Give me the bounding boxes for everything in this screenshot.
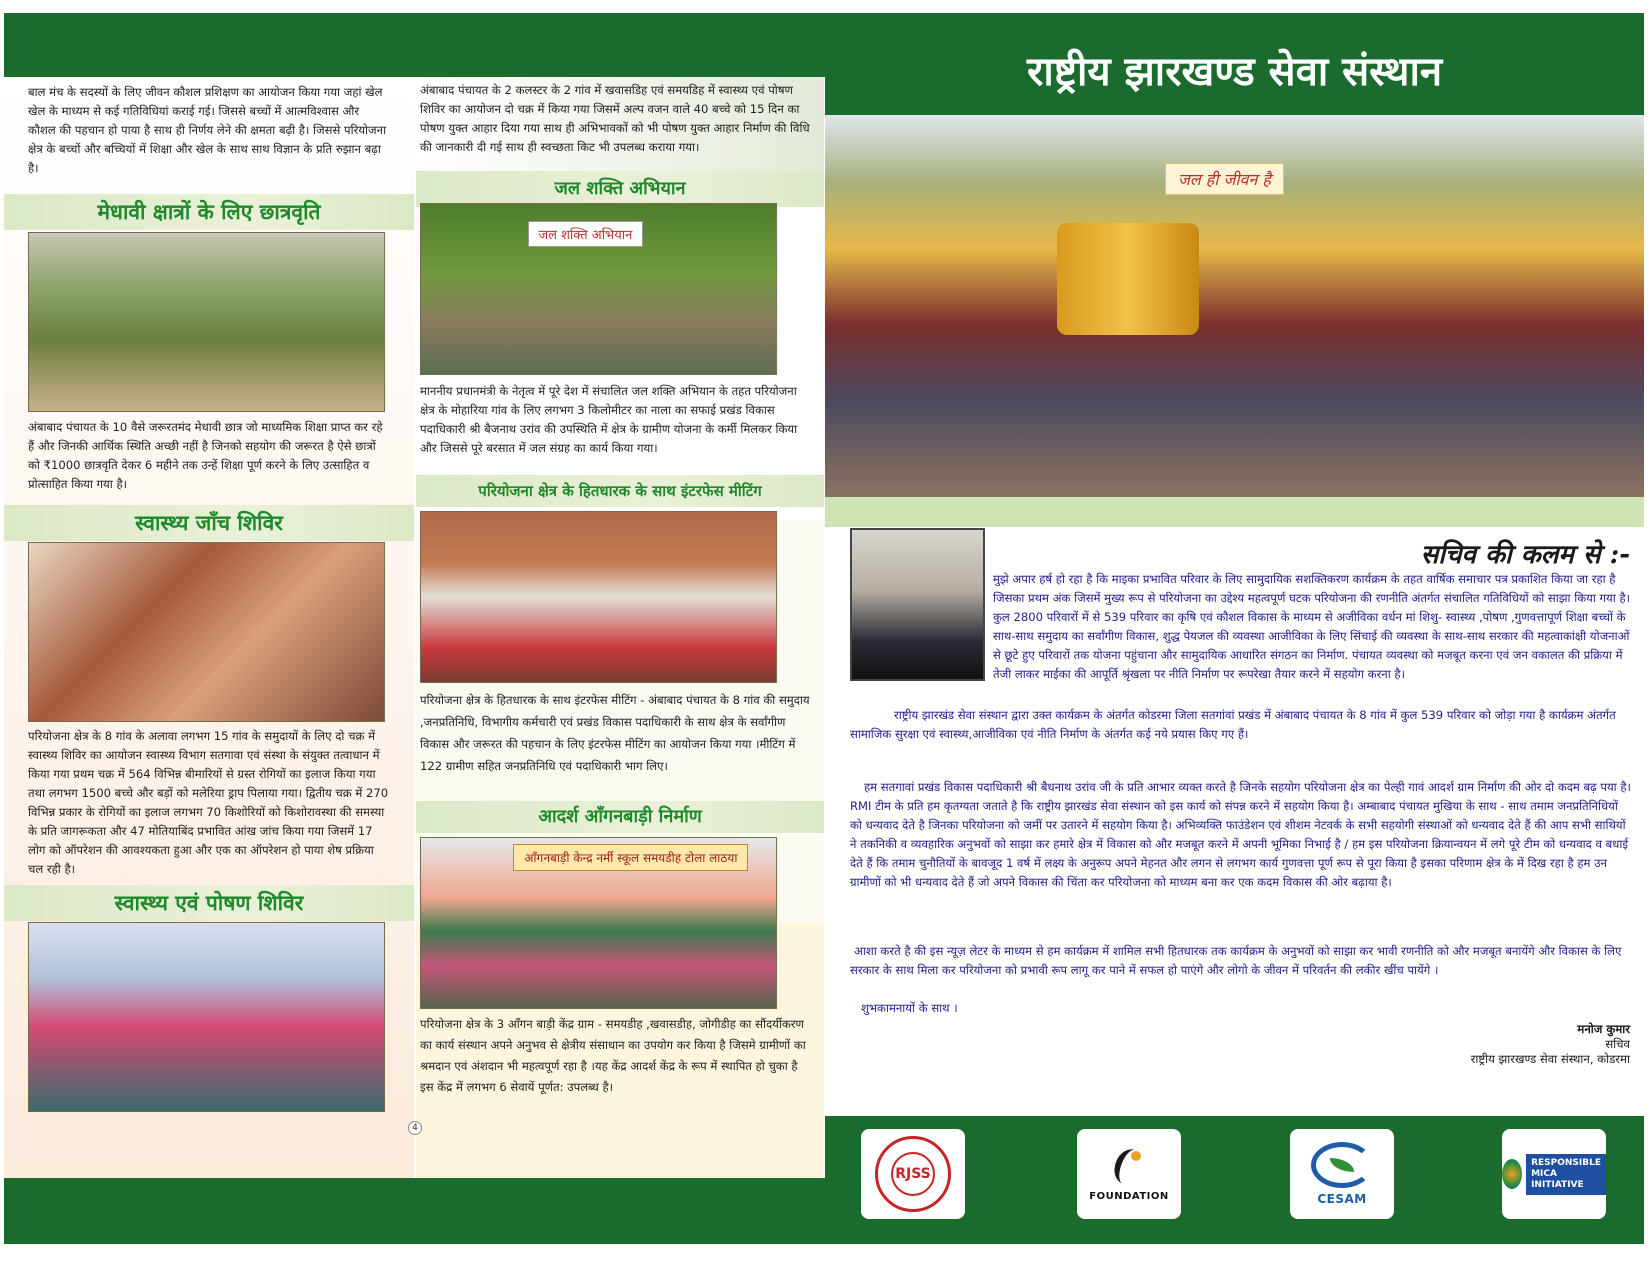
interface-meeting-photo xyxy=(420,511,777,683)
signature-block xyxy=(1365,1022,1630,1067)
scholarship-heading: मेधावी क्षात्रों के लिए छात्रवृति xyxy=(4,194,414,230)
nutrition-intro-paragraph: अंबाबाद पंचायत के 2 कलस्टर के 2 गांव में खवासडिह एवं समयडिह में स्वास्थ्य एवं पोषण शिविर का आयोजन दो चक्र में किया गया जिसमें अल्प वजन वाले 40 बच्चे को 15 दिन का पोषण युक्त आहार दिया गया साथ ही अभिभावकों को भी पोषण युक्त आहार निर्माण की विधि की जानकारी दी गई साथ ही स्वच्छता किट भी उपलब्ध कराया गया। xyxy=(420,83,810,154)
jal-shakti-photo xyxy=(420,203,777,375)
nutrition-camp-photo xyxy=(28,922,385,1112)
bottom-green-band xyxy=(4,1178,1644,1244)
water-tank xyxy=(1057,223,1199,335)
interface-meeting-paragraph: परियोजना क्षेत्र के हितधारक के साथ इंटरफेस मीटिंग - अंबाबाद पंचायत के 8 गांव की समुदाय ,जनप्रतिनिधि, विभागीय कर्मचारी एवं प्रखंड विकास पदाधिकारी के साथ क्षेत्र के सर्वांगीण विकास और जरूरत की पहचान के लिए इंटरफेस मीटिंग का आयोजन किया गया ।मीटिंग में 122 ग्रामीण सहित जनप्रतिनिधि एवं पदाधिकारी भाग लिए। xyxy=(420,693,810,773)
letter-closing: शुभकामनायों के साथ । xyxy=(861,1001,958,1015)
nutrition-camp-heading: स्वास्थ्य एवं पोषण शिविर xyxy=(4,885,414,921)
rjss-logo xyxy=(861,1129,965,1219)
interface-meeting-heading: परियोजना क्षेत्र के हितधारक के साथ इंटरफेस मीटिंग xyxy=(416,475,824,507)
scholarship-paragraph: अंबाबाद पंचायत के 10 वैसे जरूरतमंद मेधावी छात्र जो माध्यमिक शिक्षा प्राप्त कर रहे हैं और जिनकी आर्थिक स्थिति अच्छी नहीं है जिनको सहयोग की जरूरत है ऐसे छात्रों को ₹1000 छात्रवृति देकर 6 महीने तक उन्हें शिक्षा पूर्ण करने के लिए उत्साहित व प्रोत्साहित किया गया है। xyxy=(28,420,383,491)
rmi-logo xyxy=(1502,1129,1606,1219)
divider-strip xyxy=(825,497,1644,527)
abhivyakti-foundation-logo xyxy=(1077,1129,1181,1219)
letter-paragraph-3: हम सतगावां प्रखंड विकास पदाधिकारी श्री बैधनाथ उरांव जी के प्रति आभार व्यक्त करते है जिनके सहयोग परियोजना क्षेत्र का पेल्ही गावं आदर्श ग्राम निर्माण की ओर दो कदम बढ़ पया है। RMI टीम के प्रति हम कृतग्यता जताते है कि राष्ट्रीय झारखंड सेवा संस्थान को इस कार्य को संपन्न करने में सहयोग किया है। अम्बाबाद पंचायत मुखिया के साथ - साथ तमाम जनप्रतिनिधियों को धन्यवाद देते है जिनका परियोजना को जमीं पर उतारने में सहयोग किया है। अभिव्यक्ति फाउंडेशन एवं शीशम नेटवर्क के सभी सहयोगी संस्थाओं को धन्यवाद देते हैं की आप सभी साथियों ने तकनिकी व व्यवहारिक अनुभवों को साझा कर हमारे क्षेत्र में विकास को और मजबूत करने में अपनी भूमिका निभाई है / हम इस परियोजना क्रियान्वयन में लगे पूरे टीम को धन्यवाद व बधाई देते हैं कि तमाम चुनौतियों के बावजूद 1 वर्ष में लक्ष्य के अनुरूप अपने मेहनत और लगन से लगभग कार्य गुणवत्ता पूर्ण रूप से पूरा किया है इसका परिणाम क्षेत्र के में दिख रहा है हम उन ग्रामीणों को भी धन्यवाद देते हैं जो अपने विकास की चिंता कर परियोजना को माध्यम बना कर एक कदम विकास की ओर बढ़ाया है। xyxy=(850,780,1631,889)
letter-paragraph-4: आशा करते है की इस न्यूज़ लेटर के माध्यम से हम कार्यक्रम में शामिल सभी हितधारक तक कार्यक्रम के अनुभवों को साझा कर भावी रणनीति को और मजबूत बनायेंगे और विकास के लिए सरकार के साथ मिला कर परियोजना को प्रभावी रूप लागू कर पाने में सफल हो पाएंगे और लोगो के जीवन में परिवर्तन की लकीर खींच पायेंगे । xyxy=(850,944,1622,977)
cesam-leaf-icon xyxy=(1311,1142,1373,1188)
health-camp-paragraph: परियोजना क्षेत्र के 8 गांव के अलावा लगभग 15 गांव के समुदायों के लिए दो चक्र में स्वास्थ्य शिविर का आयोजन स्वास्थ्य विभाग सतगावा एवं संस्था के संयुक्त तत्वाधान में किया गया प्रथम चक्र में 564 विभिन्न बीमारियों से ग्रस्त रोगियों का इलाज किया गया तथा लगभग 1500 बच्चे और बड़ों को मलेरिया ड्राप पिलाया गया। द्वितीय चक्र में 270 विभिन्न प्रकार के रोगियों का इलाज लगभग 70 किशोरियों को किशोरावस्था की समस्या के प्रति जागरूकता और 47 मोतियाबिंद प्रभावित आंख जांच किया गया जिसमें 17 लोग को ऑपरेशन की आवश्यकता हुआ और एक का ऑपरेशन हो पाया शेष प्रक्रिया चल रही है। xyxy=(28,729,389,876)
cesam-logo-text: CESAM xyxy=(1317,1192,1367,1206)
rmi-line-2: MICA xyxy=(1531,1168,1557,1179)
middle-column xyxy=(416,77,824,1178)
right-column xyxy=(825,115,1644,1116)
page-title: राष्ट्रीय झारखण्ड सेवा संस्थान xyxy=(1026,48,1443,95)
jal-shakti-banner: जल शक्ति अभियान xyxy=(528,221,644,247)
scholarship-photo xyxy=(28,232,385,412)
rjss-seal-icon xyxy=(875,1136,951,1212)
jal-shakti-heading: जल शक्ति अभियान xyxy=(416,171,824,207)
abhivyakti-foundation-icon xyxy=(1109,1147,1149,1187)
rmi-hands-icon xyxy=(1502,1159,1522,1189)
anganwadi-photo xyxy=(420,837,777,1009)
health-camp-heading: स्वास्थ्य जाँच शिविर xyxy=(4,505,414,541)
hero-sign: जल ही जीवन है xyxy=(1165,163,1284,195)
rmi-logo-text xyxy=(1526,1154,1606,1195)
signature-role: सचिव xyxy=(1605,1037,1630,1051)
anganwadi-sign: आँगनबाड़ी केन्द्र नर्मी स्कूल समयडीह टोला लाठया xyxy=(513,844,748,871)
hero-group-photo xyxy=(825,115,1644,497)
anganwadi-heading: आदर्श आँगनबाड़ी निर्माण xyxy=(416,801,824,833)
letter-paragraph-1: मुझे अपार हर्ष हो रहा है कि माइका प्रभावित परिवार के लिए सामुदायिक सशक्तिकरण कार्यक्रम के तहत वार्षिक समाचार पत्र प्रकाशित किया जा रहा है जिसका प्रथम अंक जिसमें मुख्य रूप से परियोजना का उद्देश्य महत्वपूर्ण घटक परियोजना की रणनीति अंतर्गत संचालित गतिविधियों को साझा किया गया है। कुल 2800 परिवारों में से 539 परिवार का कृषि एवं कौशल विकास के माध्यम से अजीविका वर्धन मां शिशु- स्वास्थ्य ,पोषण ,गुणवत्तापूर्ण शिक्षा बच्चों के साथ-साथ समुदाय का सर्वांगीण विकास, शुद्ध पेयजल की व्यवस्था आजीविका के लिए सिंचाई की व्यवस्था के साथ-साथ सरकार की महत्वाकांक्षी योजनाओं से छूटे हुए परिवारों तक योजना पहुंचाना और सामुदायिक आधारित संगठन का निर्माण. पंचायत व्यवस्था को मजबूत करना एवं जन वकालत की प्रक्रिया में तेजी लाकर माईका की आपूर्ति श्रृंखला पर नीति निर्माण पर रूपरेखा तैयार करने में सहयोग करना है। xyxy=(993,572,1631,681)
jal-shakti-paragraph: माननीय प्रधानमंत्री के नेतृत्व में पूरे देश में संचालित जल शक्ति अभियान के तहत परियोजना क्षेत्र के मोहारिया गांव के लिए लगभग 3 किलोमीटर का नाला का सफाई प्रखंड विकास पदाधिकारी श्री बैजनाथ उरांव की उपस्थिति में क्षेत्र के ग्रामीण योजना के कर्मी मिलकर किया और जिससे पूरे बरसात में जल संग्रह का कार्य किया गया। xyxy=(420,384,798,455)
rmi-line-3: INITIATIVE xyxy=(1531,1179,1584,1190)
letter-paragraph-2: राष्ट्रीय झारखंड सेवा संस्थान द्वारा उक्त कार्यक्रम के अंतर्गत कोडरमा जिला सतगांवां प्रखंड में अंबाबाद पंचायत के 8 गांव में कुल 539 परिवार को जोड़ा गया है कार्यक्रम अंतर्गत सामाजिक सुरक्षा एवं स्वास्थ्य,आजीविका एवं नीति निर्माण के अंतर्गत कई नये प्रयास किए गए हैं। xyxy=(850,708,1616,741)
rmi-line-1: RESPONSIBLE xyxy=(1531,1157,1601,1168)
left-column xyxy=(4,77,414,1178)
secretary-portrait xyxy=(850,528,985,681)
foundation-logo-text: FOUNDATION xyxy=(1089,1190,1169,1202)
rjss-logo-text: RJSS xyxy=(891,1152,935,1196)
cesam-logo xyxy=(1290,1129,1394,1219)
signature-org: राष्ट्रीय झारखण्ड सेवा संस्थान, कोडरमा xyxy=(1470,1052,1630,1066)
secretary-heading: सचिव की कलम से :- xyxy=(1420,540,1630,570)
signature-name: मनोज कुमार xyxy=(1577,1022,1630,1036)
health-camp-photo xyxy=(28,542,385,722)
balmanch-paragraph: बाल मंच के सदस्यों के लिए जीवन कौशल प्रशिक्षण का आयोजन किया गया जहां खेल खेल के माध्यम से कई गतिविधियां कराई गई। जिससे बच्चों में आत्मविश्वास और कौशल की पहचान हो पाया है साथ ही निर्णय लेने की क्षमता बढ़ी है। जिससे परियोजना क्षेत्र के बच्चों और बच्चियों में शिक्षा और खेल के साथ साथ विज्ञान के प्रति रुझान बढ़ा है। xyxy=(28,85,387,175)
page-number: 4 xyxy=(408,1121,422,1135)
anganwadi-paragraph: परियोजना क्षेत्र के 3 आँगन बाड़ी केंद्र ग्राम - समयडीह ,खवासडीह, जोगीडीह का सौंदर्यीकरण का कार्य संस्थान अपने अनुभव से क्षेत्रीय संसाधान का उपयोग कर किया है जिसमे ग्रामीणों का श्रमदान एवं अंशदान भी महत्वपूर्ण रहा है ।यह केंद्र आदर्श केंद्र के रूप में स्थापित हो चुका है इस केंद्र में लगभग 6 सेवायें पूर्णत: उपलब्ध है। xyxy=(420,1017,806,1094)
